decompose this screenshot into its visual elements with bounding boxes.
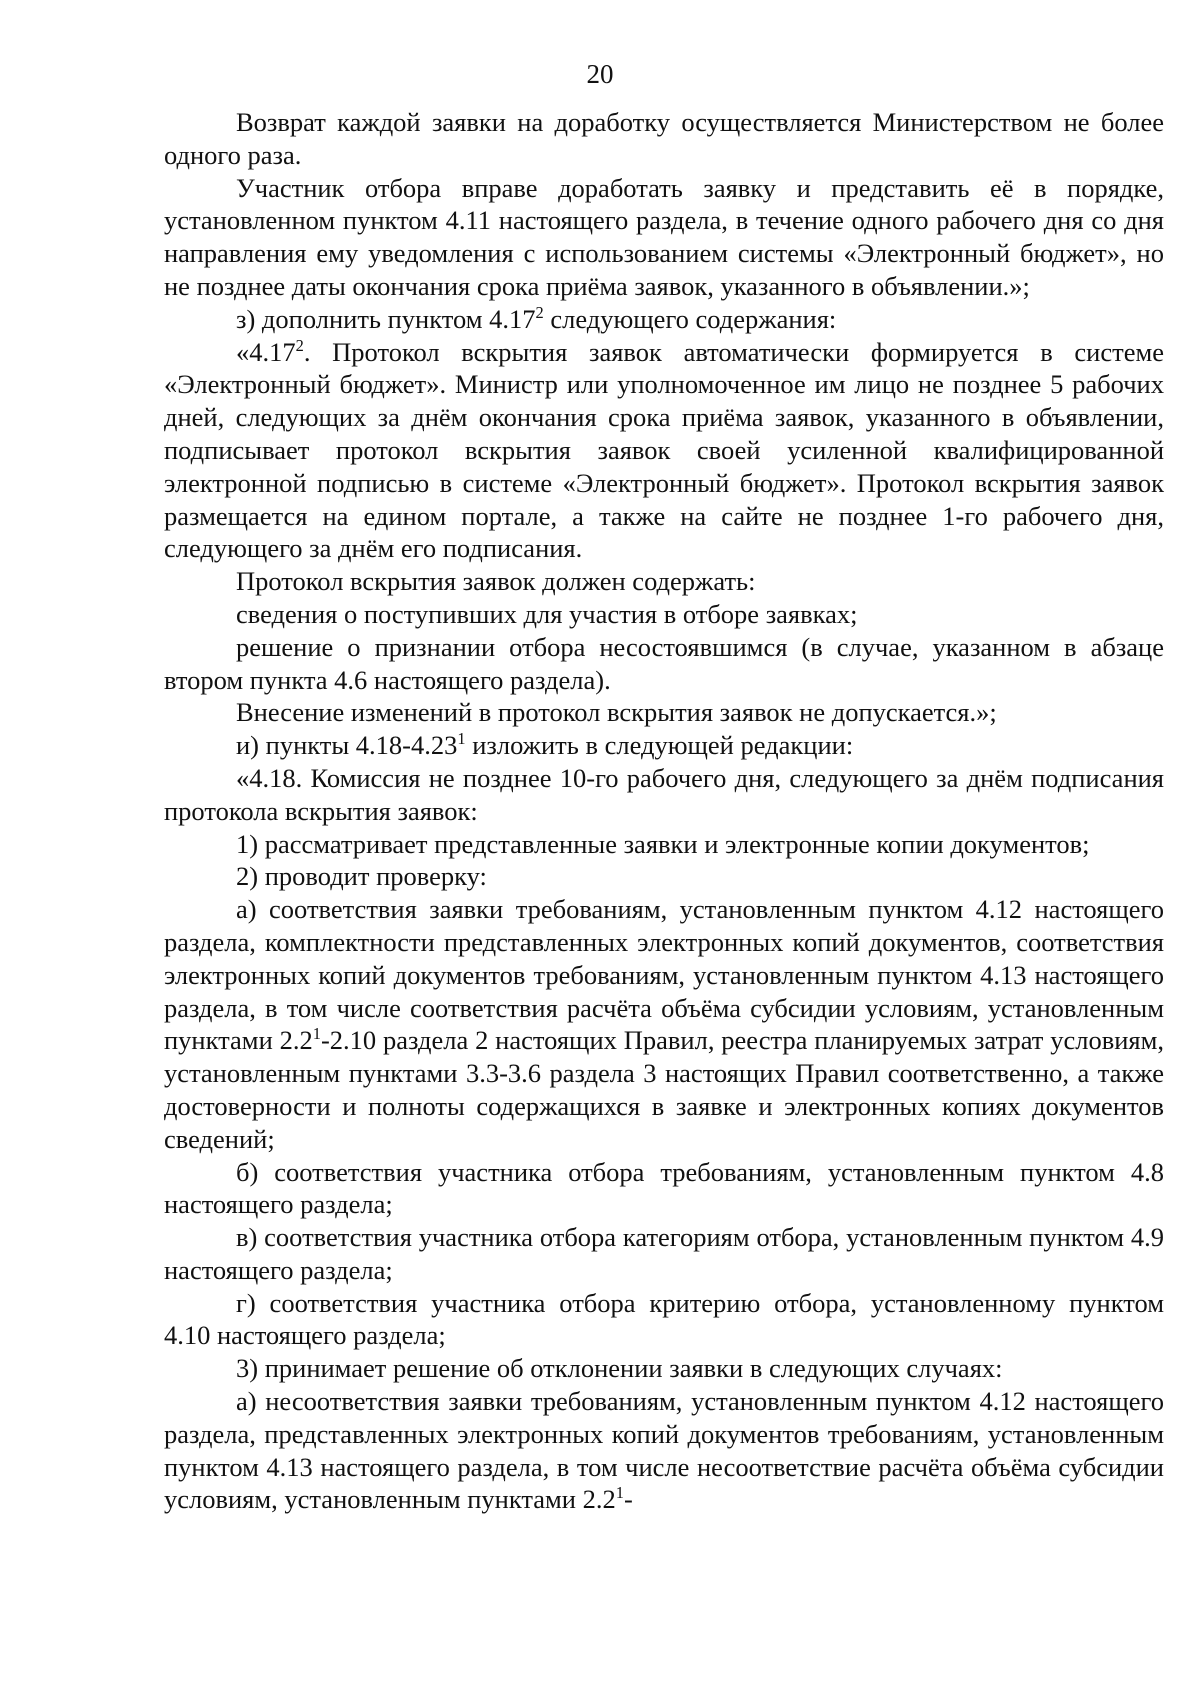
- superscript: 2: [535, 302, 544, 322]
- text-run: и) пункты 4.18-4.23: [236, 730, 458, 761]
- paragraph-protocol-contents: Протокол вскрытия заявок должен содержать:: [236, 566, 756, 597]
- paragraph-item-i: [164, 729, 1164, 762]
- text-run: -2.10 раздела 2 настоящих Правил, реестра планируемых затрат условиям, установленным пунктами 3.3-3.6 раздела 3 настоящих Правил соответственно, а также достоверности и полноты содержащихся в заявке и электронных копиях документов сведений;: [164, 1025, 1164, 1154]
- paragraph-list-1: 1) рассматривает представленные заявки и электронные копии документов;: [236, 828, 1090, 859]
- superscript: 2: [295, 335, 304, 355]
- text-run: з) дополнить пунктом 4.17: [236, 303, 536, 334]
- paragraph-list-2: 2) проводит проверку:: [236, 861, 487, 892]
- paragraph-no-changes: Внесение изменений в протокол вскрытия заявок не допускается.»;: [236, 697, 997, 728]
- text-run: следующего содержания:: [543, 303, 837, 334]
- text-run: а) соответствия заявки требованиям, установленным пунктом 4.12 настоящего раздела, комплектности представленных электронных копий документов, соответствия электронных копий документов требованиям, установленным пунктом 4.13 настоящего раздела, в том числе соответствия расчёта объёма субсидии условиям, установленным пунктами 2.2: [164, 894, 1164, 1056]
- superscript: 1: [312, 1024, 321, 1044]
- paragraph-list-2g: г) соответствия участника отбора критерию отбора, установленному пунктом 4.10 настоящего раздела;: [164, 1287, 1164, 1351]
- page-number: 20: [586, 59, 614, 89]
- text-run: а) несоответствия заявки требованиям, установленным пунктом 4.12 настоящего раздела, представленных электронных копий документов требованиям, установленным пунктом 4.13 настоящего раздела, в том числе несоответствие расчёта объёма субсидии условиям, установленным пунктами 2.2: [164, 1386, 1164, 1515]
- paragraph-received-info: сведения о поступивших для участия в отборе заявках;: [236, 598, 858, 629]
- paragraph-failed-selection: решение о признании отбора несостоявшимся (в случае, указанном в абзаце втором пункта 4.6 настоящего раздела).: [164, 631, 1164, 695]
- superscript: 1: [615, 1483, 624, 1503]
- text-run: -: [623, 1484, 633, 1515]
- superscript: 1: [457, 729, 466, 749]
- text-run: . Протокол вскрытия заявок автоматически формируется в системе «Электронный бюджет». Министр или уполномоченное им лицо не позднее 5 рабочих дней, следующих за днём окончания срока приёма заявок, указанного в объявлении, подписывает протокол вскрытия заявок своей усиленной квалифицированной электронной подписью в системе «Электронный бюджет». Протокол вскрытия заявок размещается на едином портале, а также на сайте не позднее 1-го рабочего дня, следующего за днём его подписания.: [164, 336, 1164, 564]
- paragraph-item-z: [164, 303, 1164, 336]
- paragraph-4-17-2: [164, 336, 1164, 566]
- document-body: [164, 106, 1164, 1516]
- paragraph-list-2v: в) соответствия участника отбора категориям отбора, установленным пунктом 4.9 настоящего раздела;: [164, 1222, 1164, 1285]
- text-run: «4.17: [236, 336, 296, 367]
- text-run: изложить в следующей редакции:: [465, 730, 854, 761]
- paragraph-list-3: 3) принимает решение об отклонении заявки в следующих случаях:: [236, 1353, 1003, 1384]
- paragraph-return-limit: Возврат каждой заявки на доработку осуществляется Министерством не более одного раза.: [164, 107, 1164, 170]
- paragraph-list-3a: [164, 1385, 1164, 1516]
- paragraph-4-18: «4.18. Комиссия не позднее 10-го рабочего дня, следующего за днём подписания протокола вскрытия заявок:: [164, 762, 1164, 826]
- paragraph-list-2a: [164, 893, 1164, 1155]
- paragraph-list-2b: б) соответствия участника отбора требованиям, установленным пунктом 4.8 настоящего раздела;: [164, 1156, 1164, 1220]
- paragraph-participant-revision: Участник отбора вправе доработать заявку и представить её в порядке, установленном пунктом 4.11 настоящего раздела, в течение одного рабочего дня со дня направления ему уведомления с использованием системы «Электронный бюджет», но не позднее даты окончания срока приёма заявок, указанного в объявлении.»;: [164, 172, 1164, 301]
